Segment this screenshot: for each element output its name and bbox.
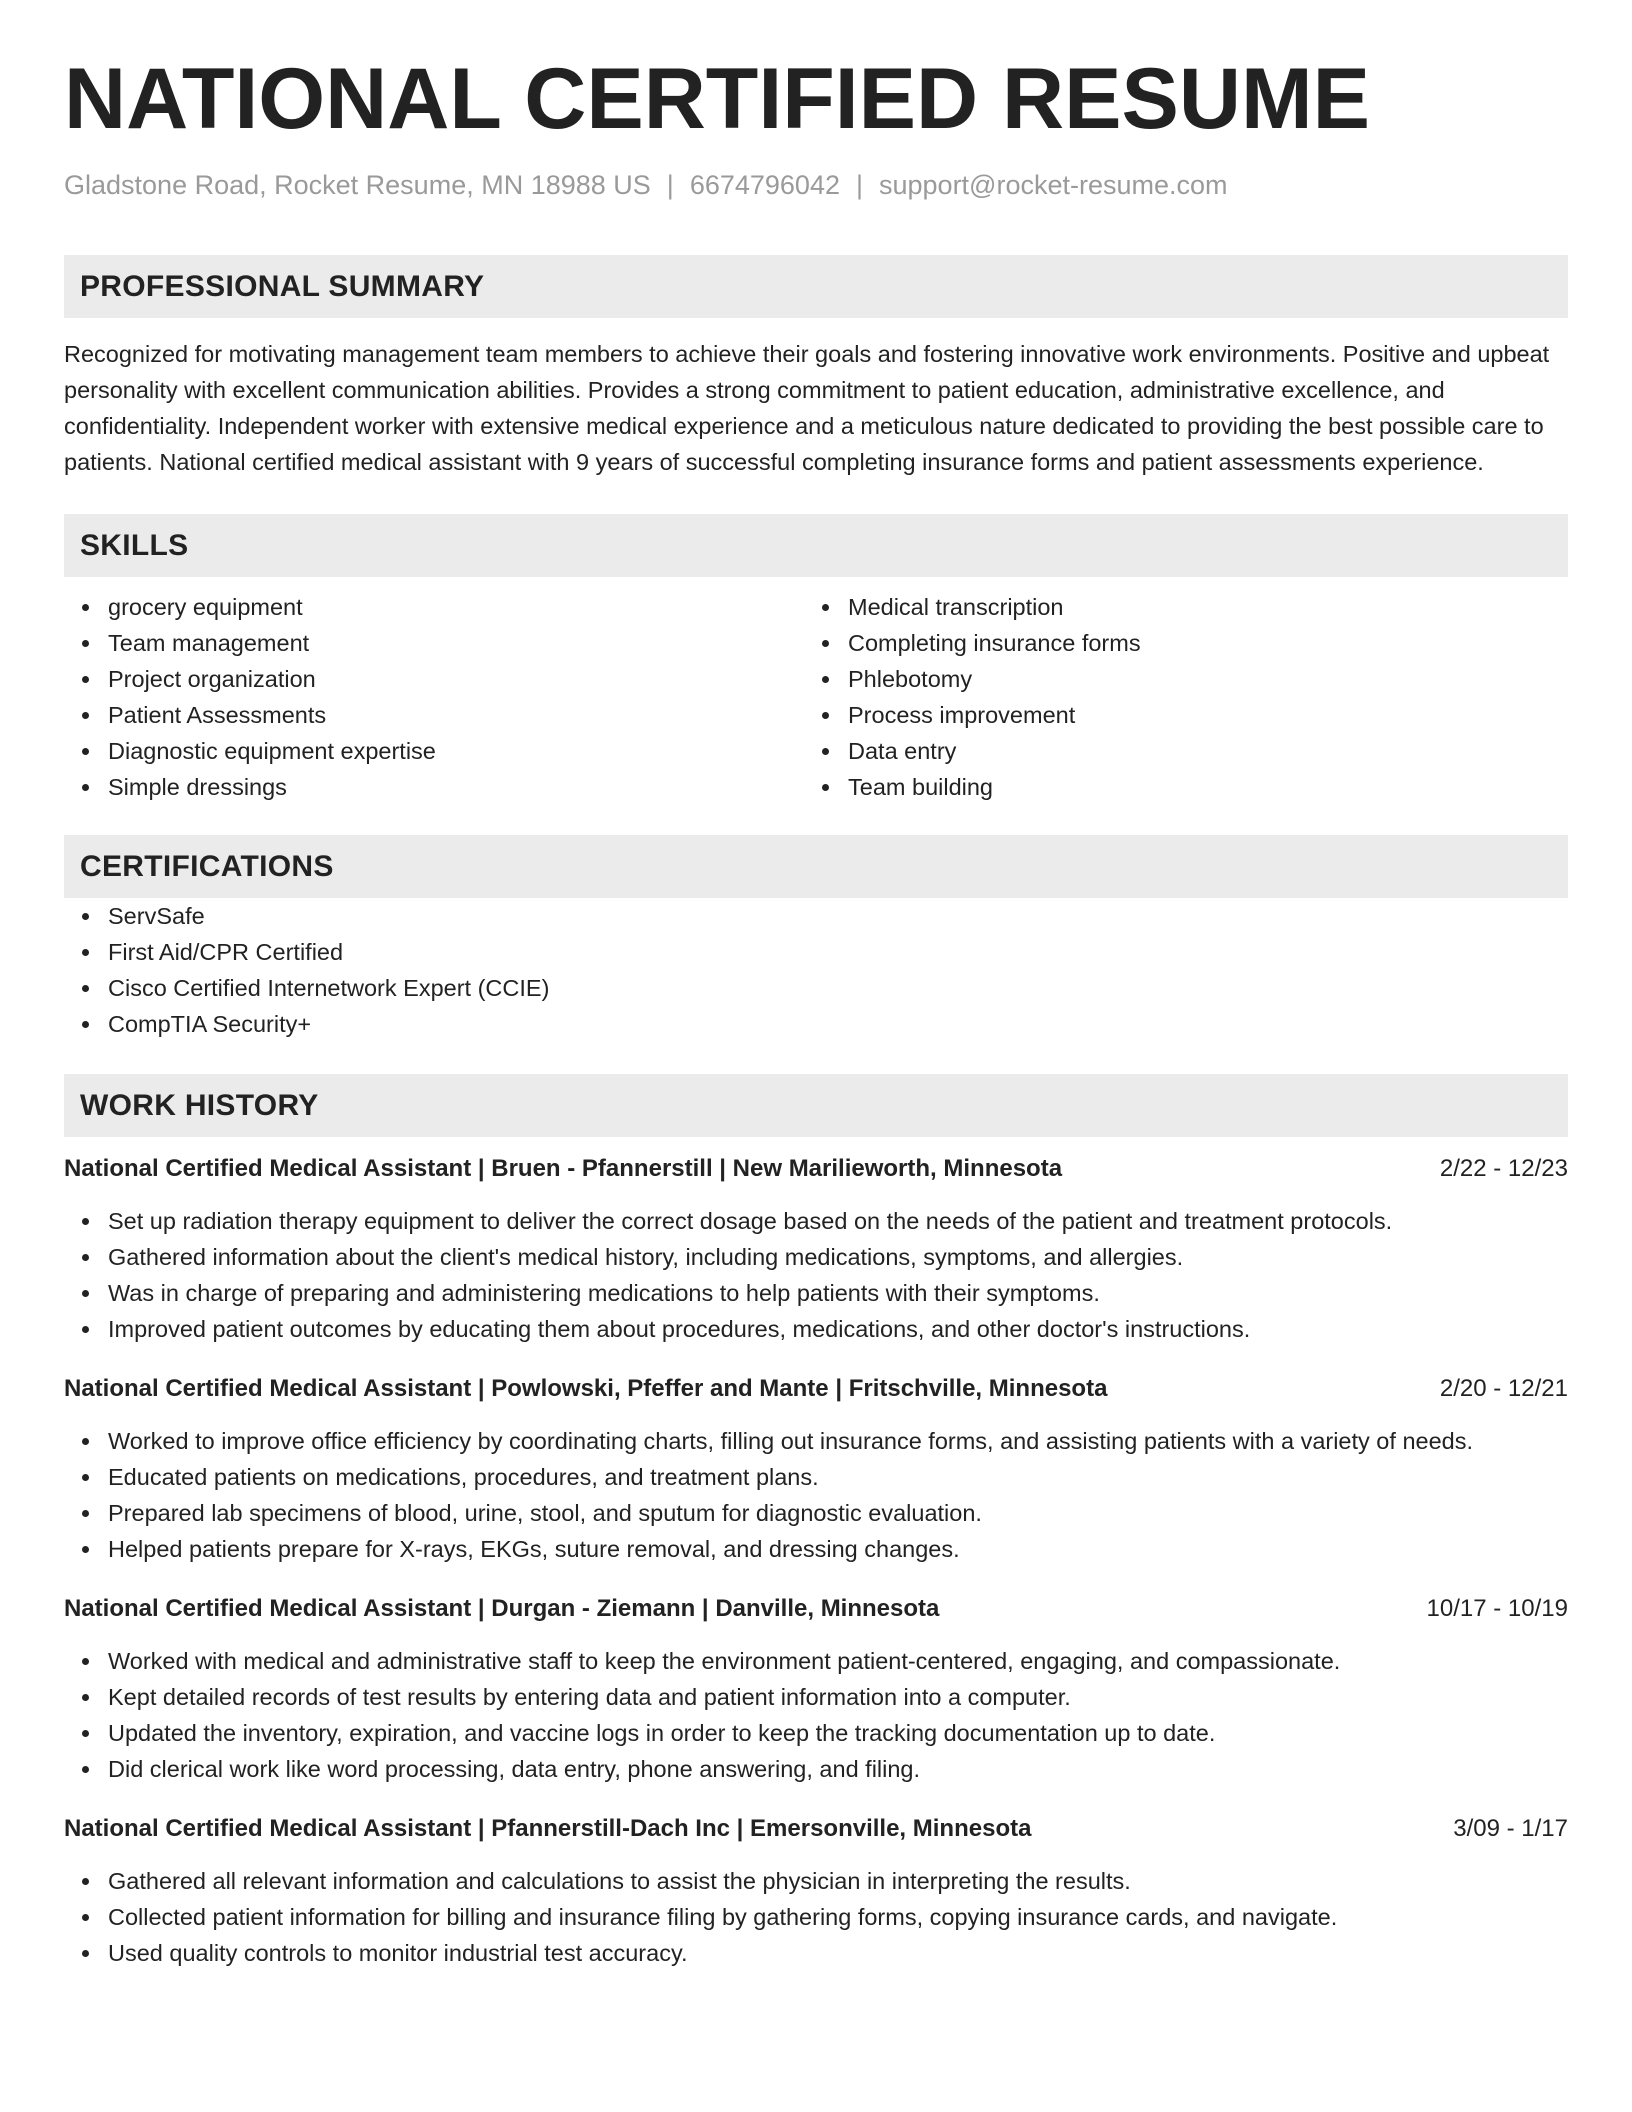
job-bullet: Set up radiation therapy equipment to deliver the correct dosage based on the needs of the patient and treatment protocols. [108, 1203, 1568, 1239]
contact-separator: | [855, 170, 863, 200]
contact-email: support@rocket-resume.com [879, 170, 1228, 200]
certification-item: CompTIA Security+ [108, 1006, 1568, 1042]
job-bullet: Worked to improve office efficiency by coordinating charts, filling out insurance forms, and assisting patients with a variety of needs. [108, 1423, 1568, 1459]
job-bullets [64, 1203, 1568, 1347]
certification-item: Cisco Certified Internetwork Expert (CCIE) [108, 970, 1568, 1006]
job-bullet: Updated the inventory, expiration, and vaccine logs in order to keep the tracking documentation up to date. [108, 1715, 1568, 1751]
job-entry [64, 1371, 1568, 1567]
skills-list-right [804, 589, 1568, 805]
job-bullet: Improved patient outcomes by educating them about procedures, medications, and other doctor's instructions. [108, 1311, 1568, 1347]
job-bullet: Kept detailed records of test results by entering data and patient information into a computer. [108, 1679, 1568, 1715]
skills-list-left [64, 589, 804, 805]
contact-address: Gladstone Road, Rocket Resume, MN 18988 US [64, 170, 651, 200]
contact-phone: 6674796042 [689, 170, 840, 200]
skill-item: Phlebotomy [848, 661, 1568, 697]
job-bullets [64, 1863, 1568, 1971]
job-bullet: Worked with medical and administrative staff to keep the environment patient-centered, engaging, and compassionate. [108, 1643, 1568, 1679]
job-bullets [64, 1423, 1568, 1567]
skill-item: grocery equipment [108, 589, 804, 625]
job-title: National Certified Medical Assistant | Durgan - Ziemann | Danville, Minnesota [64, 1595, 940, 1623]
skill-item: Team management [108, 625, 804, 661]
job-header [64, 1591, 1568, 1627]
section-heading-work-history: WORK HISTORY [64, 1074, 1568, 1137]
job-bullet: Helped patients prepare for X-rays, EKGs, suture removal, and dressing changes. [108, 1531, 1568, 1567]
job-bullet: Gathered information about the client's medical history, including medications, symptoms, and allergies. [108, 1239, 1568, 1275]
section-heading-skills: SKILLS [64, 514, 1568, 577]
job-bullet: Was in charge of preparing and administering medications to help patients with their symptoms. [108, 1275, 1568, 1311]
summary-text: Recognized for motivating management team members to achieve their goals and fostering innovative work environments. Positive and upbeat personality with excellent communication abilities. Provides a strong commitment to patient education, administrative excellence, and confidentiality. Independent worker with extensive medical experience and a meticulous nature dedicated to providing the best possible care to patients. National certified medical assistant with 9 years of successful completing insurance forms and patient assessments experience. [64, 341, 1550, 476]
skill-item: Team building [848, 769, 1568, 805]
certifications-list [64, 898, 1568, 1042]
job-bullet: Prepared lab specimens of blood, urine, stool, and sputum for diagnostic evaluation. [108, 1495, 1568, 1531]
job-entry [64, 1591, 1568, 1787]
job-bullet: Did clerical work like word processing, data entry, phone answering, and filing. [108, 1751, 1568, 1787]
resume-name: NATIONAL CERTIFIED RESUME [64, 51, 1370, 147]
skill-item: Process improvement [848, 697, 1568, 733]
job-entry [64, 1151, 1568, 1347]
job-bullet: Used quality controls to monitor industrial test accuracy. [108, 1935, 1568, 1971]
contact-line [64, 168, 1568, 203]
job-header [64, 1811, 1568, 1847]
skill-item: Medical transcription [848, 589, 1568, 625]
job-dates: 2/22 - 12/23 [1439, 1155, 1568, 1183]
skill-item: Patient Assessments [108, 697, 804, 733]
job-title: National Certified Medical Assistant | Bruen - Pfannerstill | New Marilieworth, Minnesota [64, 1155, 1063, 1183]
job-title: National Certified Medical Assistant | Powlowski, Pfeffer and Mante | Fritschville, Minnesota [64, 1375, 1108, 1403]
job-header [64, 1151, 1568, 1187]
job-bullet: Collected patient information for billing and insurance filing by gathering forms, copying insurance cards, and navigate. [108, 1899, 1568, 1935]
job-dates: 3/09 - 1/17 [1453, 1815, 1568, 1843]
skill-item: Project organization [108, 661, 804, 697]
certification-item: First Aid/CPR Certified [108, 934, 1568, 970]
job-bullet: Educated patients on medications, procedures, and treatment plans. [108, 1459, 1568, 1495]
skill-item: Data entry [848, 733, 1568, 769]
section-heading-summary: PROFESSIONAL SUMMARY [64, 255, 1568, 318]
job-bullet: Gathered all relevant information and calculations to assist the physician in interpreting the results. [108, 1863, 1568, 1899]
job-dates: 10/17 - 10/19 [1426, 1595, 1568, 1623]
job-header [64, 1371, 1568, 1407]
skills-grid [64, 589, 1568, 805]
contact-separator: | [666, 170, 674, 200]
skill-item: Diagnostic equipment expertise [108, 733, 804, 769]
job-dates: 2/20 - 12/21 [1439, 1375, 1568, 1403]
job-title: National Certified Medical Assistant | Pfannerstill-Dach Inc | Emersonville, Minnesota [64, 1815, 1032, 1843]
certification-item: ServSafe [108, 898, 1568, 934]
job-bullets [64, 1643, 1568, 1787]
skill-item: Simple dressings [108, 769, 804, 805]
section-heading-certifications: CERTIFICATIONS [64, 835, 1568, 898]
skill-item: Completing insurance forms [848, 625, 1568, 661]
job-entry [64, 1811, 1568, 1971]
